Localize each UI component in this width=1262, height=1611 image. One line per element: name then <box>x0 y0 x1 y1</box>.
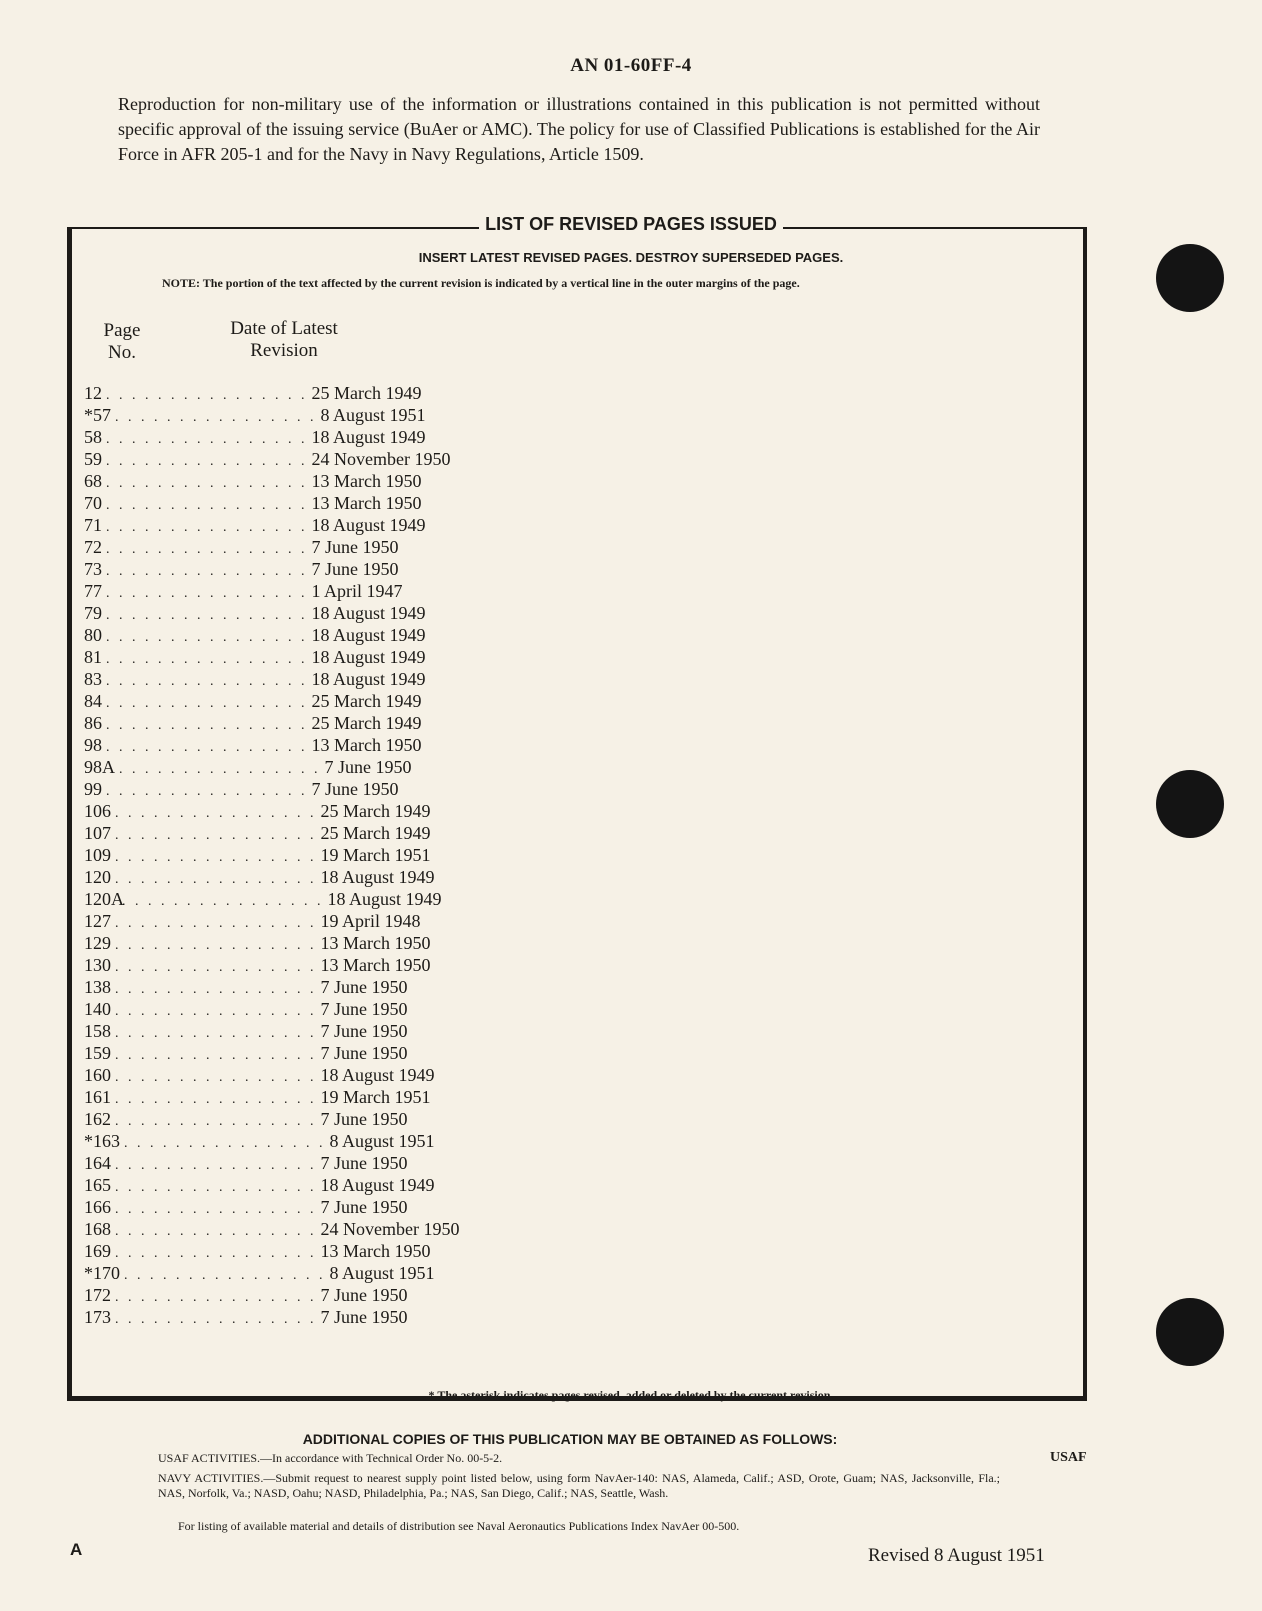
revision-page-number: 169 <box>84 1241 111 1261</box>
leader-dots: . . . . . . . . . . . . . . . . <box>115 916 317 931</box>
revision-page-number: 12 <box>84 383 102 403</box>
revision-row <box>84 1306 408 1328</box>
revision-page-number: 107 <box>84 823 111 843</box>
revision-row <box>84 778 399 800</box>
revision-row <box>84 602 426 624</box>
revision-date: 13 March 1950 <box>311 471 422 491</box>
revision-row <box>84 404 426 426</box>
revision-date: 7 June 1950 <box>320 999 408 1019</box>
revision-date: 7 June 1950 <box>311 779 399 799</box>
revision-date: 18 August 1949 <box>320 867 435 887</box>
leader-dots: . . . . . . . . . . . . . . . . <box>106 498 308 513</box>
revision-page-number: 158 <box>84 1021 111 1041</box>
binder-hole-top <box>1156 244 1224 312</box>
revision-row <box>84 426 426 448</box>
revision-date: 25 March 1949 <box>320 801 431 821</box>
leader-dots: . . . . . . . . . . . . . . . . <box>124 1136 326 1151</box>
revision-row <box>84 514 426 536</box>
leader-dots: . . . . . . . . . . . . . . . . <box>106 696 308 711</box>
revision-date: 7 June 1950 <box>320 977 408 997</box>
revision-row <box>84 1086 431 1108</box>
revision-date: 13 March 1950 <box>320 933 431 953</box>
revision-page-number: 86 <box>84 713 102 733</box>
revision-row <box>84 624 426 646</box>
distribution-listing: For listing of available material and details of distribution see Naval Aeronautics Publications Index NavAer 00-500. <box>178 1519 740 1533</box>
revision-page-number: 172 <box>84 1285 111 1305</box>
revision-date: 19 March 1951 <box>320 1087 431 1107</box>
leader-dots: . . . . . . . . . . . . . . . . <box>115 828 317 843</box>
revision-date: 7 June 1950 <box>320 1197 408 1217</box>
revision-row <box>84 1152 408 1174</box>
revision-asterisk: * <box>84 405 93 425</box>
revision-date: 7 June 1950 <box>320 1021 408 1041</box>
revision-page-number: 164 <box>84 1153 111 1173</box>
leader-dots: . . . . . . . . . . . . . . . . <box>115 1026 317 1041</box>
leader-dots: . . . . . . . . . . . . . . . . <box>115 938 317 953</box>
revision-row <box>84 536 399 558</box>
leader-dots: . . . . . . . . . . . . . . . . <box>115 1158 317 1173</box>
asterisk-footnote: * The asterisk indicates pages revised, added or deleted by the current revision. <box>428 1388 834 1402</box>
leader-dots: . . . . . . . . . . . . . . . . <box>115 1312 317 1327</box>
revision-date: 7 June 1950 <box>311 537 399 557</box>
revision-date: 8 August 1951 <box>329 1131 435 1151</box>
revision-date: 13 March 1950 <box>311 493 422 513</box>
leader-dots: . . . . . . . . . . . . . . . . <box>115 1224 317 1239</box>
leader-dots: . . . . . . . . . . . . . . . . <box>115 1048 317 1063</box>
revision-page-number: 71 <box>84 515 102 535</box>
revision-date: 7 June 1950 <box>320 1043 408 1063</box>
revision-date: 19 April 1948 <box>320 911 421 931</box>
revision-page-number: 109 <box>84 845 111 865</box>
revision-page-number: 162 <box>84 1109 111 1129</box>
revision-date: 7 June 1950 <box>311 559 399 579</box>
revision-date: 18 August 1949 <box>311 669 426 689</box>
revision-page-number: 84 <box>84 691 102 711</box>
revision-row <box>84 1064 435 1086</box>
revision-row <box>84 1262 435 1284</box>
leader-dots: . . . . . . . . . . . . . . . . <box>115 1070 317 1085</box>
leader-dots: . . . . . . . . . . . . . . . . <box>106 388 308 403</box>
leader-dots: . . . . . . . . . . . . . . . . <box>106 652 308 667</box>
revision-row <box>84 646 426 668</box>
revision-row <box>84 1042 408 1064</box>
revision-date: 7 June 1950 <box>320 1285 408 1305</box>
document-number: AN 01-60FF-4 <box>570 55 692 76</box>
revision-date: 8 August 1951 <box>320 405 426 425</box>
leader-dots: . . . . . . . . . . . . . . . . <box>106 740 308 755</box>
revision-date: 18 August 1949 <box>311 603 426 623</box>
revised-date-footer: Revised 8 August 1951 <box>868 1545 1045 1566</box>
revision-row <box>84 954 431 976</box>
revision-page-number: 173 <box>84 1307 111 1327</box>
leader-dots: . . . . . . . . . . . . . . . . <box>122 894 324 909</box>
revision-page-number: 81 <box>84 647 102 667</box>
leader-dots: . . . . . . . . . . . . . . . . <box>124 1268 326 1283</box>
revision-date: 1 April 1947 <box>311 581 403 601</box>
revision-date: 13 March 1950 <box>311 735 422 755</box>
revision-page-number: 127 <box>84 911 111 931</box>
revision-date: 18 August 1949 <box>320 1065 435 1085</box>
revision-page-number: 120A <box>84 889 124 909</box>
revision-row <box>84 1240 431 1262</box>
revision-row <box>84 1218 460 1240</box>
revision-date: 24 November 1950 <box>320 1219 460 1239</box>
revision-date: 25 March 1949 <box>311 691 422 711</box>
revision-row <box>84 1196 408 1218</box>
revision-page-number: 166 <box>84 1197 111 1217</box>
revision-date: 7 June 1950 <box>324 757 412 777</box>
revision-page-number: 161 <box>84 1087 111 1107</box>
revision-page-number: 98A <box>84 757 115 777</box>
revision-asterisk: * <box>84 1131 93 1151</box>
leader-dots: . . . . . . . . . . . . . . . . <box>106 564 308 579</box>
revision-page-number: 99 <box>84 779 102 799</box>
revision-row <box>84 888 442 910</box>
leader-dots: . . . . . . . . . . . . . . . . <box>115 982 317 997</box>
revision-row <box>84 976 408 998</box>
revision-page-number: 106 <box>84 801 111 821</box>
leader-dots: . . . . . . . . . . . . . . . . <box>106 586 308 601</box>
revision-row <box>84 822 431 844</box>
revision-row <box>84 712 422 734</box>
revision-page-number: 57 <box>93 405 111 425</box>
navy-activities: NAVY ACTIVITIES.—Submit request to nearest supply point listed below, using form NavAer-140: NAS, Alameda, Calif.; ASD, Orote, Guam; NAS, Jacksonville, Fla.; NAS, Norfolk, Va.; NASD, Oahu; NASD, Philadelphia, Pa.; NAS, San Diego, Calif.; NAS, Seattle, Wash. <box>158 1471 1000 1500</box>
revision-row <box>84 1284 408 1306</box>
revision-row <box>84 1130 435 1152</box>
revision-date: 24 November 1950 <box>311 449 451 469</box>
leader-dots: . . . . . . . . . . . . . . . . <box>106 542 308 557</box>
revision-row <box>84 844 431 866</box>
revision-row <box>84 580 403 602</box>
revision-row <box>84 1020 408 1042</box>
revision-page-number: 70 <box>84 493 102 513</box>
revision-date: 7 June 1950 <box>320 1153 408 1173</box>
leader-dots: . . . . . . . . . . . . . . . . <box>106 476 308 491</box>
revision-page-number: 120 <box>84 867 111 887</box>
leader-dots: . . . . . . . . . . . . . . . . <box>115 1290 317 1305</box>
revision-row <box>84 382 422 404</box>
revision-page-number: 140 <box>84 999 111 1019</box>
leader-dots: . . . . . . . . . . . . . . . . <box>115 960 317 975</box>
revision-note: NOTE: The portion of the text affected by the current revision is indicated by a vertical line in the outer margins of the page. <box>162 276 800 290</box>
revision-date: 25 March 1949 <box>311 383 422 403</box>
leader-dots: . . . . . . . . . . . . . . . . <box>106 718 308 733</box>
leader-dots: . . . . . . . . . . . . . . . . <box>106 432 308 447</box>
leader-dots: . . . . . . . . . . . . . . . . <box>106 630 308 645</box>
revision-page-number: 170 <box>93 1263 120 1283</box>
leader-dots: . . . . . . . . . . . . . . . . <box>115 1246 317 1261</box>
revision-page-number: 160 <box>84 1065 111 1085</box>
revision-date: 25 March 1949 <box>311 713 422 733</box>
revision-row <box>84 932 431 954</box>
column-header-date: Date of Latest Revision <box>230 318 338 361</box>
revision-row <box>84 910 421 932</box>
revised-pages-list <box>84 382 460 1328</box>
column-header-page: Page No. <box>103 320 141 363</box>
leader-dots: . . . . . . . . . . . . . . . . <box>106 520 308 535</box>
revision-page-number: 72 <box>84 537 102 557</box>
revision-page-number: 80 <box>84 625 102 645</box>
revision-date: 13 March 1950 <box>320 955 431 975</box>
reproduction-notice: Reproduction for non-military use of the information or illustrations contained in this publication is not permitted without specific approval of the issuing service (BuAer or AMC). The policy for use of Classified Publications is established for the Air Force in AFR 205-1 and for the Navy in Navy Regulations, Article 1509. <box>118 94 1040 164</box>
revision-page-number: 77 <box>84 581 102 601</box>
leader-dots: . . . . . . . . . . . . . . . . <box>115 1202 317 1217</box>
revision-asterisk: * <box>84 1263 93 1283</box>
revision-row <box>84 998 408 1020</box>
revision-row <box>84 668 426 690</box>
revision-page-number: 59 <box>84 449 102 469</box>
revision-page-number: 165 <box>84 1175 111 1195</box>
revision-date: 18 August 1949 <box>327 889 442 909</box>
revision-row <box>84 690 422 712</box>
revision-date: 18 August 1949 <box>311 515 426 535</box>
revision-row <box>84 734 422 756</box>
additional-copies-heading: ADDITIONAL COPIES OF THIS PUBLICATION MAY BE OBTAINED AS FOLLOWS: <box>302 1431 838 1447</box>
binder-hole-middle <box>1156 770 1224 838</box>
revision-page-number: 98 <box>84 735 102 755</box>
leader-dots: . . . . . . . . . . . . . . . . <box>115 410 317 425</box>
revision-page-number: 73 <box>84 559 102 579</box>
revision-page-number: 68 <box>84 471 102 491</box>
revision-row <box>84 1108 408 1130</box>
revision-row <box>84 756 412 778</box>
leader-dots: . . . . . . . . . . . . . . . . <box>115 1114 317 1129</box>
leader-dots: . . . . . . . . . . . . . . . . <box>115 1092 317 1107</box>
revision-page-number: 129 <box>84 933 111 953</box>
revision-page-number: 163 <box>93 1131 120 1151</box>
revision-date: 7 June 1950 <box>320 1109 408 1129</box>
revision-row <box>84 448 451 470</box>
usaf-activities: USAF ACTIVITIES.—In accordance with Technical Order No. 00-5-2. <box>158 1451 503 1465</box>
revision-page-number: 159 <box>84 1043 111 1063</box>
revision-page-number: 83 <box>84 669 102 689</box>
revision-row <box>84 866 435 888</box>
leader-dots: . . . . . . . . . . . . . . . . <box>106 784 308 799</box>
leader-dots: . . . . . . . . . . . . . . . . <box>115 1004 317 1019</box>
leader-dots: . . . . . . . . . . . . . . . . <box>106 454 308 469</box>
revision-row <box>84 558 399 580</box>
revision-date: 13 March 1950 <box>320 1241 431 1261</box>
revision-date: 19 March 1951 <box>320 845 431 865</box>
leader-dots: . . . . . . . . . . . . . . . . <box>106 674 308 689</box>
leader-dots: . . . . . . . . . . . . . . . . <box>106 608 308 623</box>
revision-instruction: INSERT LATEST REVISED PAGES. DESTROY SUPERSEDED PAGES. <box>418 250 844 265</box>
revision-page-number: 79 <box>84 603 102 623</box>
revision-page-number: 130 <box>84 955 111 975</box>
revision-date: 18 August 1949 <box>311 647 426 667</box>
revision-date: 25 March 1949 <box>320 823 431 843</box>
revision-row <box>84 1174 435 1196</box>
leader-dots: . . . . . . . . . . . . . . . . <box>115 850 317 865</box>
binder-hole-bottom <box>1156 1298 1224 1366</box>
revised-pages-title: LIST OF REVISED PAGES ISSUED <box>0 214 1262 235</box>
leader-dots: . . . . . . . . . . . . . . . . <box>115 872 317 887</box>
revision-date: 18 August 1949 <box>320 1175 435 1195</box>
revision-date: 18 August 1949 <box>311 427 426 447</box>
revision-date: 8 August 1951 <box>329 1263 435 1283</box>
revision-page-number: 58 <box>84 427 102 447</box>
revision-date: 7 June 1950 <box>320 1307 408 1327</box>
revision-page-number: 168 <box>84 1219 111 1239</box>
leader-dots: . . . . . . . . . . . . . . . . <box>115 806 317 821</box>
usaf-tag: USAF <box>1050 1450 1087 1465</box>
revision-row <box>84 470 422 492</box>
leader-dots: . . . . . . . . . . . . . . . . <box>115 1180 317 1195</box>
page-letter: A <box>70 1540 83 1559</box>
revision-date: 18 August 1949 <box>311 625 426 645</box>
revision-row <box>84 800 431 822</box>
revision-page-number: 138 <box>84 977 111 997</box>
leader-dots: . . . . . . . . . . . . . . . . <box>119 762 321 777</box>
revision-row <box>84 492 422 514</box>
